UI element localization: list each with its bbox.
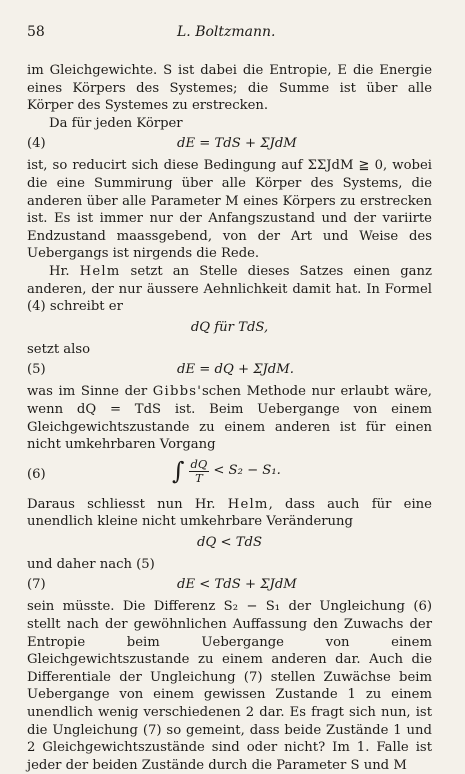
equation-inequality: [27, 532, 432, 554]
equation-6: [27, 458, 432, 492]
equation-label: (5): [27, 362, 46, 378]
equation-7: [27, 574, 432, 596]
text-span: was im Sinne der: [27, 384, 153, 400]
page-body: [27, 62, 432, 774]
paragraph: setzt also: [27, 341, 91, 357]
paragraph: ist, so reducirt sich diese Bedingung auf ΣΣJdM ≧ 0, wobei die eine Summirung über alle Körper des Systems, die anderen über alle Parameter M eines Körpers zu erstrecken ist. Es ist immer nur der Anfangszustand und der variirte Endzustand maassgebend, von der Art und Weise des Uebergangs ist nirgends die Rede.: [27, 158, 432, 262]
running-title: L. Boltzmann.: [177, 24, 276, 40]
text-span: , dass auch für eine unendlich kleine nicht umkehrbare Veränderung: [27, 496, 432, 530]
paragraph: sein müsste. Die Differenz S₂ − S₁ der Ungleichung (6) stellt nach der gewöhnlichen Auffassung den Zuwachs der Entropie beim Uebergange von einem Gleichgewichtszustande zu einem anderen dar. Auch die Differentiale der Ungleichung (7) stellen Zuwächse beim Uebergange von einem gewissen Zustande 1 zu einem unendlich wenig verschiedenen 2 dar. Es fragt sich nun, ist die Ungleichung (7) so gemeint, dass beide Zustände 1 und 2 Gleichgewichtszustände sind oder nicht? Im 1. Falle ist jeder der beiden Zustände durch die Parameter S und M: [27, 599, 432, 773]
integral-sign: ∫: [172, 457, 185, 486]
text-span: Hr.: [49, 263, 80, 279]
equation-label: (7): [27, 577, 46, 593]
equation-formula: dE = dQ + ΣJdM.: [177, 362, 294, 378]
paragraph: im Gleichgewichte. S ist dabei die Entropie, E die Energie eines Körpers des Systemes; die Summe ist über alle Körper des Systemes zu erstrecken.: [27, 63, 432, 114]
equation-rhs: < S₂ − S₁.: [213, 463, 281, 479]
equation-label: (6): [27, 466, 46, 482]
equation-5: [27, 359, 432, 381]
paragraph: [27, 263, 432, 316]
author-name: Helm: [227, 496, 269, 512]
fraction-denominator: T: [195, 470, 203, 485]
equation-formula: dE = TdS + ΣJdM: [177, 136, 297, 152]
page-number: 58: [27, 24, 45, 40]
author-name: Gibbs': [152, 384, 203, 400]
paragraph: Da für jeden Körper: [49, 115, 183, 131]
paragraph: und daher nach (5): [27, 556, 155, 572]
page-header: [27, 24, 435, 44]
author-name: Helm: [79, 263, 121, 279]
paragraph: [27, 383, 432, 453]
text-span: Daraus schliesst nun Hr.: [27, 496, 228, 512]
equation-formula: dQ für TdS,: [190, 319, 269, 335]
equation-label: (4): [27, 136, 46, 152]
equation-dq: [27, 317, 432, 339]
equation-formula: dQ < TdS: [197, 534, 262, 550]
equation-4: [27, 133, 432, 155]
equation-formula: dE < TdS + ΣJdM: [177, 577, 297, 593]
text-span: schen Methode nur erlaubt wäre, wenn dQ = TdS ist. Beim Uebergange von einem Gleichgewichtszustande zu einem anderen ist für einen nicht umkehrbaren Vorgang: [27, 384, 432, 453]
fraction-numerator: dQ: [190, 456, 208, 471]
equation-formula: [172, 458, 281, 485]
fraction: [189, 458, 210, 485]
paragraph: [27, 496, 432, 531]
text-span: setzt an Stelle dieses Satzes einen ganz anderen, der nur äussere Aehnlichkeit damit hat. In Formel (4) schreibt er: [27, 263, 432, 315]
